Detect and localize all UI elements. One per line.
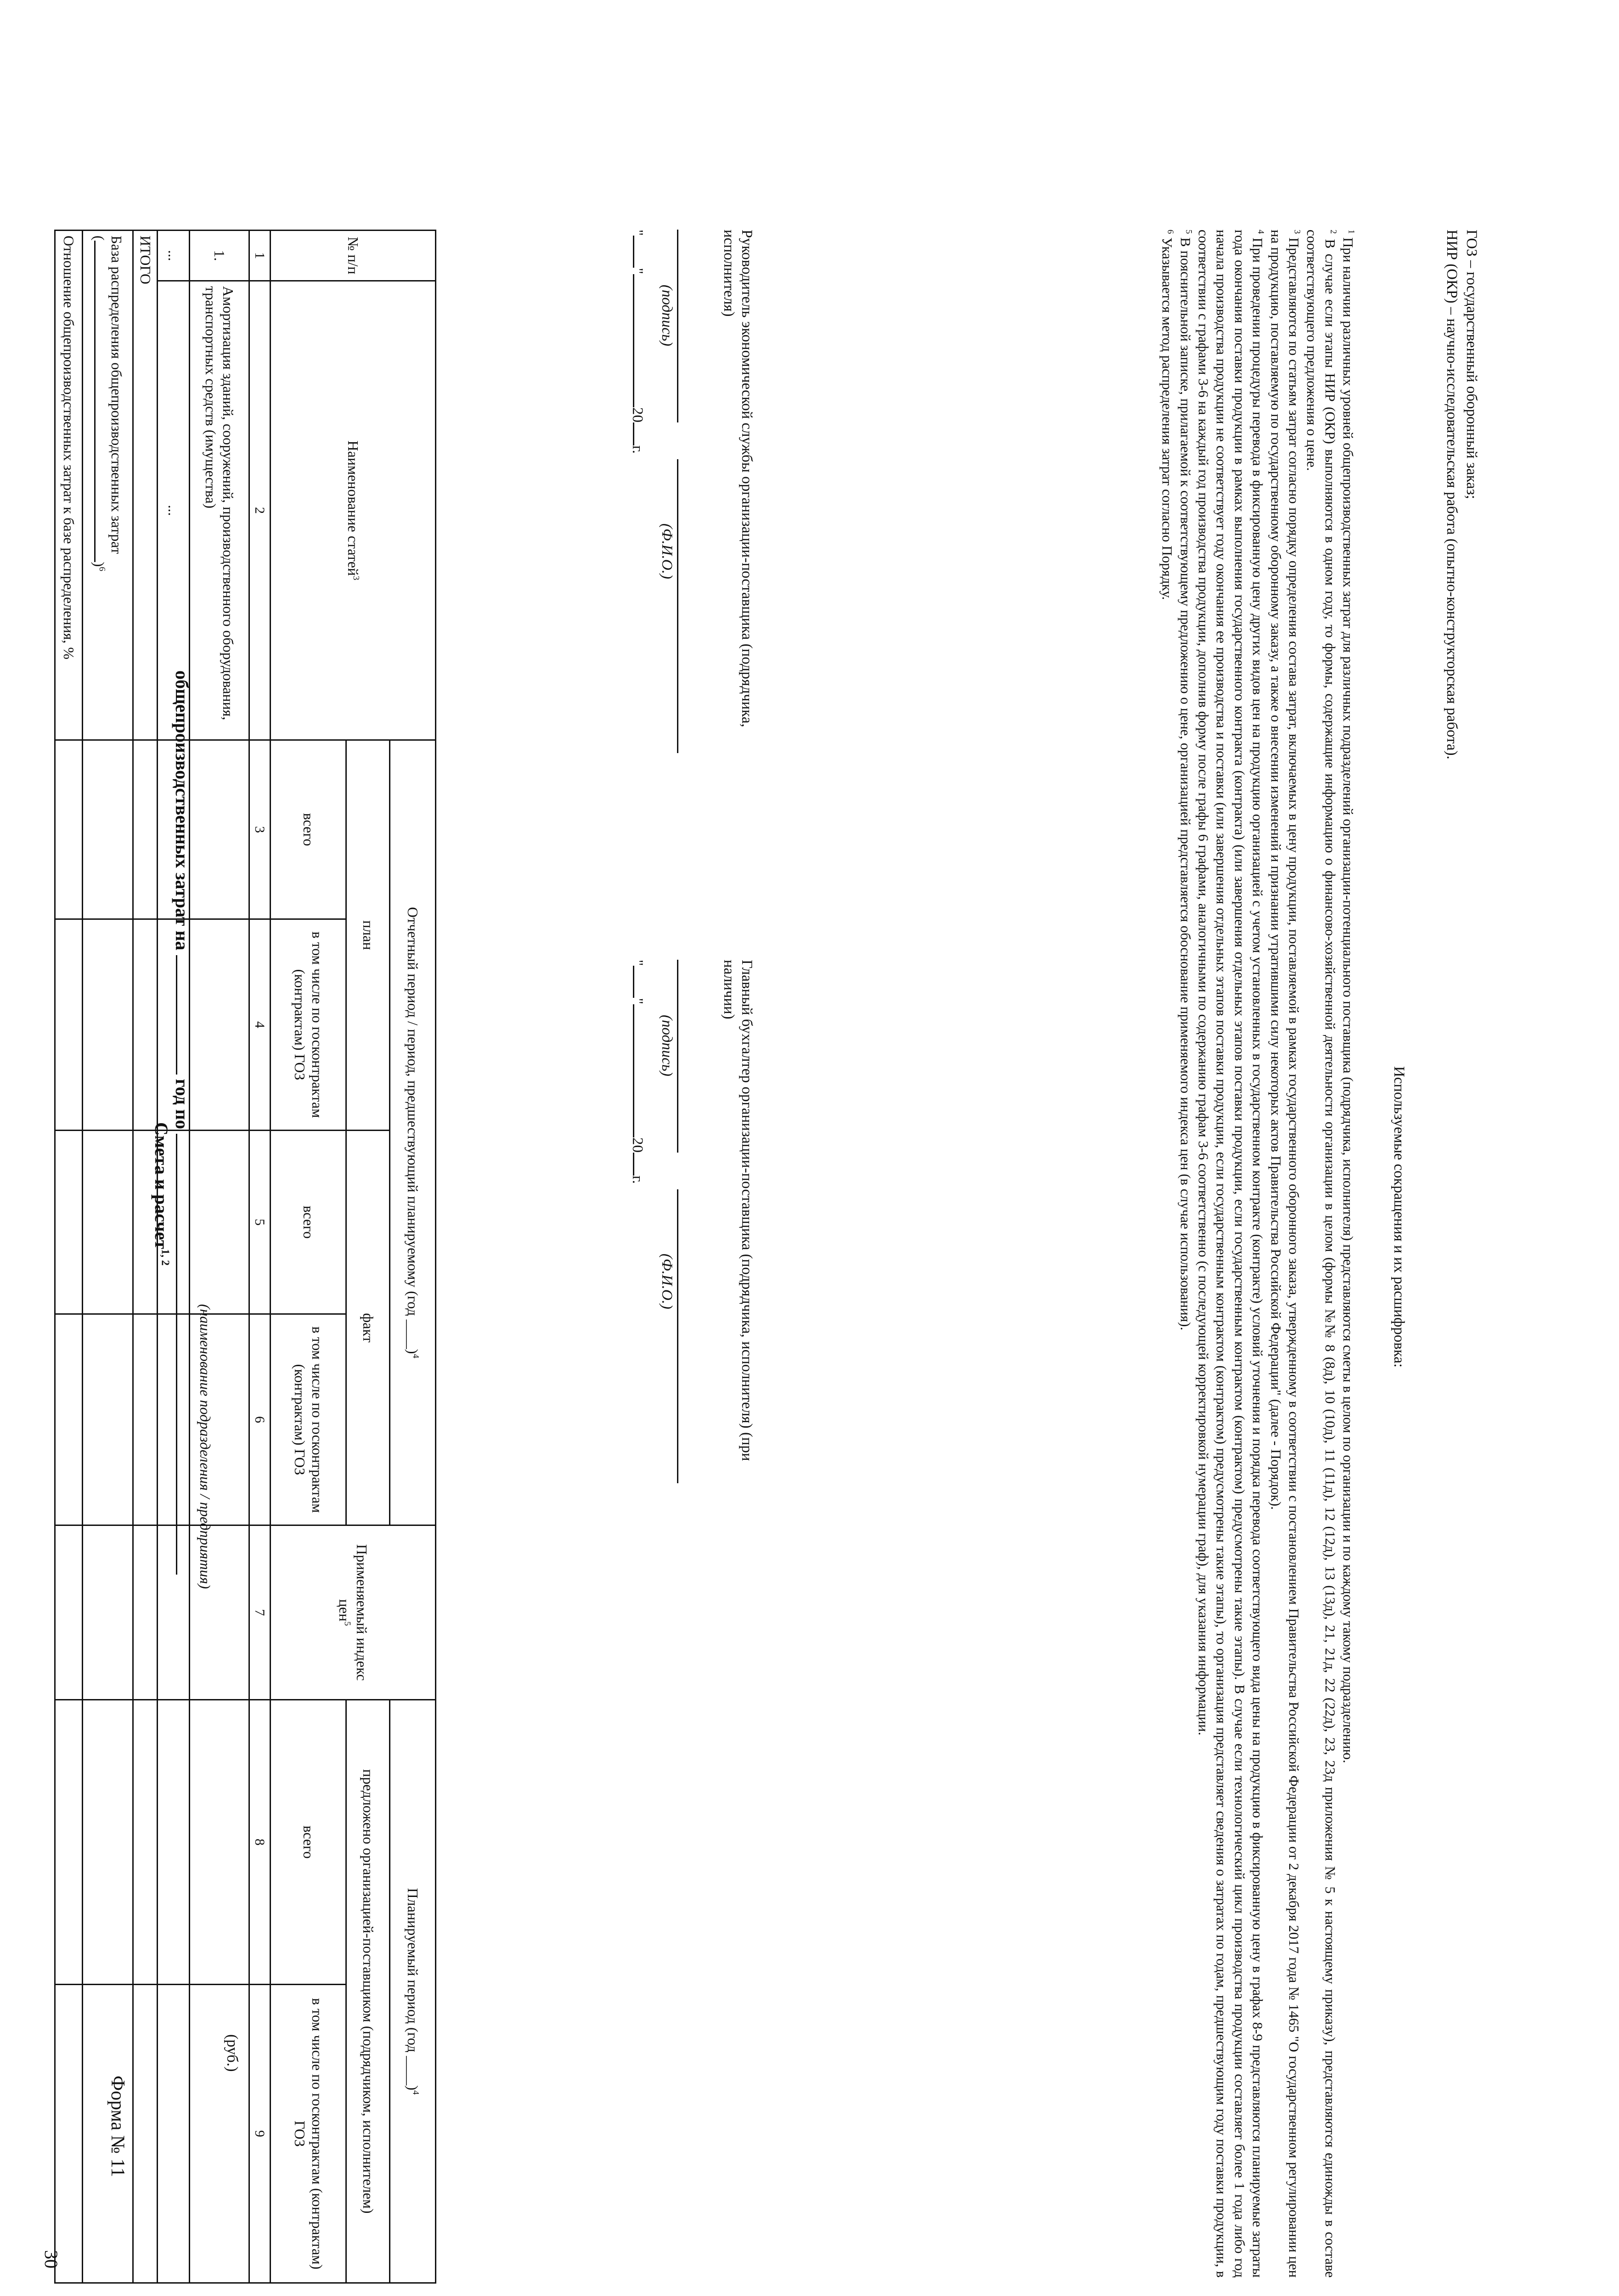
fact-goz-header: в том числе по госконтрактам (контрактам) ГОЗ [271,1314,346,1525]
row-number: ... [157,231,189,281]
abbreviations-list [1442,230,1481,1332]
row-number: 1. [189,231,249,281]
abbreviations-title: Используемые сокращения и их расшифровка: [1391,1066,1407,1368]
sub-proposed-header: предложено организацией-поставщиком (подрядчиком, исполнителем) [346,1700,390,2283]
signature-caption: (подпись) [659,1015,676,1076]
table-row [189,231,249,2283]
signature-block-accountant [623,960,756,1488]
col-number: 8 [249,1700,270,1985]
signature-block-economist [623,230,756,758]
base-row-label: База распределения общепроизводственных затрат ()$^6$ [82,231,133,740]
plan-goz-header: в том числе по госконтрактам (контрактам) ГОЗ [271,919,346,1131]
abbreviation-item: ГОЗ – государственный оборонный заказ; [1463,230,1480,499]
heading-line2: общепроизводственных затрат на год по [171,670,193,1727]
heading-caption: (наименование подразделения / предприятия) [197,1304,214,1589]
total-row [133,231,157,2283]
fact-total-header: всего [271,1131,346,1314]
footnote: $^5$ В пояснительной записке, прилагаемой к соответствующему предложению о цене, организацией представляется обоснование применяемого индекса цен (в случае использования). [1177,230,1194,1331]
abbreviation-item: НИР (ОКР) – научно-исследовательская работа (опытно-конструкторская работа). [1444,230,1461,760]
planned-total-header: всего [271,1700,346,1985]
col-number: 2 [249,281,270,740]
col-number: 6 [249,1314,270,1525]
footnote: $^6$ Указывается метод распределения затрат согласно Порядку. [1159,230,1176,600]
form-label: Форма № 11 [107,2076,128,2177]
table-header-row-1 [390,231,436,2283]
page-number: 30 [41,2250,62,2268]
col-name-header: Наименование статей$^3$ [271,281,436,740]
col-no-header: № п/п [271,231,436,281]
col-index-header: Применяемый индекс цен$^5$ [271,1525,436,1700]
date-line: ""20г. [629,960,646,1184]
name-caption: (Ф.И.О.) [659,1254,676,1309]
col-number: 3 [249,740,270,919]
column-number-row [249,231,270,2283]
col-number: 5 [249,1131,270,1314]
sub-plan-header: план [346,740,390,1131]
ratio-row [55,231,82,2283]
heading-line1: Смета и расчет$^{1, 2}$ [151,1122,172,1266]
currency-note: (руб.) [224,2034,241,2072]
footnote: $^2$ В случае если этапы НИР (ОКР) выполняются в одном году, то формы, содержащие информацию о финансово-хозяйственной деятельности организации в целом (формы №№ 8 (8д), 10 (10д), 11 (11д), 12 (12д), 13 (13д), 21, 21д, 22 (22д), 23, 23д приложения № 5 к настоящему приказу), представляются единожды в составе соответствующего предложения о цене. [1304,230,1338,2278]
row-name: ... [157,281,189,740]
base-row [82,231,133,2283]
date-line: ""20г. [629,230,646,454]
planned-goz-header: в том числе по госконтрактам (контрактам) ГОЗ [271,1985,346,2283]
col-number: 4 [249,919,270,1131]
ratio-row-label: Отношение общепроизводственных затрат к базе распределения, % [55,231,82,740]
plan-total-header: всего [271,740,346,919]
table-row [157,231,189,2283]
footnote: $^1$ При наличии различных уровней общепроизводственных затрат для различных подразделений организации-потенциального поставщика (подрядчика, исполнителя) представляются сметы в целом по организации и по каждому такому подразделению. [1340,230,1356,1763]
footnote: $^4$ При проведении процедуры перевода в фиксированную цену других видов цен на продукцию организацией с учетом установленных в государственном контракте (контракте) условий уточнения и порядка перевода соответствующего вида цены на продукцию в фиксированную цену в графах 8-9 представляются планируемые затраты года окончания поставки продукции в рамках выполнения государственного контракта (контракта) (или завершения отдельных этапов поставки продукции, если государственным контрактом (контрактом) предусмотрены такие этапы). В случае если технологический цикл производства продукции составляет более 1 года либо год начала производства продукции не соответствует году окончания ее производства и поставки (или завершения отдельных этапов поставки продукции, если государственным контрактом (контрактом) предусмотрены такие этапы), то организация представляет сведения о затратах по годам, предшествующим году поставки продукции, в соответствии с графами 3-6 на каждый год производства продукции, дополнив форму после графы 6 графами, аналогичными по содержанию графам 3-6 соответственно (с последующей корректировкой нумерации граф), для указания информации. [1196,230,1266,2278]
group-reporting-header: Отчетный период / период, предшествующий планируемому (год ____)$^4$ [390,740,436,1525]
cost-estimate-table [54,230,436,2284]
footnote: $^3$ Представляются по статьям затрат согласно порядку определения состава затрат, включаемых в цену продукции, поставляемой в рамках государственного оборонного заказа, утвержденному в соответствии с постановлением Правительства Российской Федерации от 2 декабря 2017 года № 1465 "О государственном регулировании цен на продукцию, поставляемую по государственному оборонному заказу, а также о внесении изменений и признании утратившими силу некоторых актов Правительства Российской Федерации" (далее - Порядок). [1268,230,1302,2278]
col-number: 1 [249,231,270,281]
row-name: Амортизация зданий, сооружений, производственного оборудования, транспортных средств (имущества) [189,281,249,740]
total-row-label: ИТОГО [133,231,157,740]
signature-caption: (подпись) [659,285,676,346]
col-number: 9 [249,1985,270,2283]
col-number: 7 [249,1525,270,1700]
signature-title: Руководитель экономической службы организации-поставщика (подрядчика, исполнителя) [721,230,755,727]
sub-fact-header: факт [346,1131,390,1525]
signature-title: Главный бухгалтер организации-поставщика (подрядчика, исполнителя) (при наличии) [721,960,755,1461]
name-caption: (Ф.И.О.) [659,523,676,579]
footnotes [797,230,1357,2278]
group-planned-header: Планируемый период (год ____)$^4$ [390,1700,436,2283]
